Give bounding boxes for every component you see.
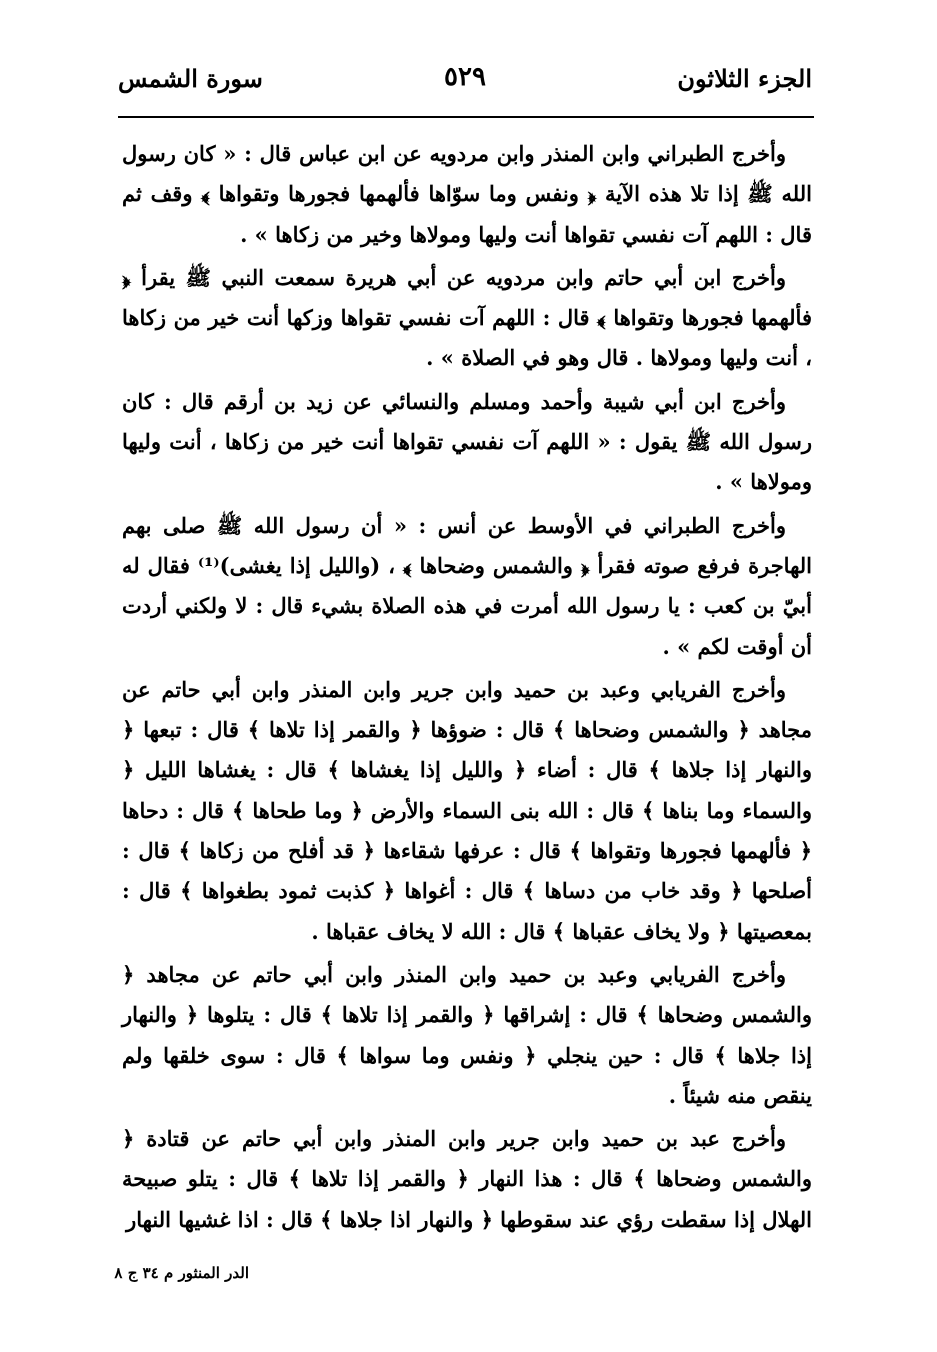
page-body (122, 134, 812, 1243)
signature-footer: الدر المنثور م ٣٤ ج ٨ (114, 1264, 249, 1282)
paragraph: وأخرج ابن أبي شيبة وأحمد ومسلم والنسائي عن زيد بن أرقم قال : كان رسول الله ﷺ يقول : « اللهم آت نفسي تقواها أنت خير من زكاها ، أنت وليها ومولاها » . (122, 388, 812, 495)
paragraph: وأخرج عبد بن حميد وابن جرير وابن المنذر وابن أبي حاتم عن قتادة ﴿ والشمس وضحاها ﴾ قال : هذا النهار ﴿ والقمر إذا تلاها ﴾ قال : يتلو صبيحة الهلال إذا سقطت رؤي عند سقوطها ﴿ والنهار اذا جلاها ﴾ قال : اذا غشيها النهار (122, 1126, 812, 1232)
paragraph: وأخرج الطبراني في الأوسط عن أنس : « أن رسول الله ﷺ صلى بهم الهاجرة فرفع صوته فقرأ ﴿ والشمس وضحاها ﴾ ، (والليل إذا يغشى)⁽¹⁾ فقال له أبيّ بن كعب : يا رسول الله أمرت في هذه الصلاة بشيء قال : لا ولكني أردت أن أوقت لكم » . (122, 512, 812, 659)
surah-title: سورة الشمس (118, 64, 263, 93)
header-divider (118, 116, 814, 118)
juz-title: الجزء الثلاثون (677, 64, 812, 93)
paragraph: وأخرج ابن أبي حاتم وابن مردويه عن أبي هريرة سمعت النبي ﷺ يقرأ ﴿ فألهمها فجورها وتقواها ﴾ قال : اللهم آت نفسي تقواها وزكها أنت خير من زكاها ، أنت وليها ومولاها . قال وهو في الصلاة » . (122, 264, 812, 371)
paragraph: وأخرج الفريابي وعبد بن حميد وابن المنذر وابن أبي حاتم عن مجاهد ﴿ والشمس وضحاها ﴾ قال : إشراقها ﴿ والقمر إذا تلاها ﴾ قال : يتلوها ﴿ والنهار إذا جلاها ﴾ قال : حين ينجلي ﴿ ونفس وما سواها ﴾ قال : سوى خلقها ولم ينقص منه شيئاً . (122, 961, 812, 1108)
paragraph: وأخرج الفريابي وعبد بن حميد وابن جرير وابن المنذر وابن أبي حاتم عن مجاهد ﴿ والشمس وضحاها ﴾ قال : ضوؤها ﴿ والقمر إذا تلاها ﴾ قال : تبعها ﴿ والنهار إذا جلاها ﴾ قال : أضاء ﴿ والليل إذا يغشاها ﴾ قال : يغشاها الليل ﴿ والسماء وما بناها ﴾ قال : الله بنى السماء والأرض ﴿ وما طحاها ﴾ قال : دحاها ﴿ فألهمها فجورها وتقواها ﴾ قال : عرفها شقاءها ﴿ قد أفلح من زكاها ﴾ قال : أصلحها ﴿ وقد خاب من دساها ﴾ قال : أغواها ﴿ كذبت ثمود بطغواها ﴾ قال : بمعصيتها ﴿ ولا يخاف عقباها ﴾ قال : الله لا يخاف عقباها . (122, 676, 812, 944)
page-number: ٥٢٩ (444, 62, 486, 92)
page-header (118, 62, 812, 102)
paragraph: وأخرج الطبراني وابن المنذر وابن مردويه عن ابن عباس قال : « كان رسول الله ﷺ إذا تلا هذه الآية ﴿ ونفس وما سوّاها فألهمها فجورها وتقواها ﴾ وقف ثم قال : اللهم آت نفسي تقواها أنت وليها ومولاها وخير من زكاها » . (122, 141, 812, 247)
